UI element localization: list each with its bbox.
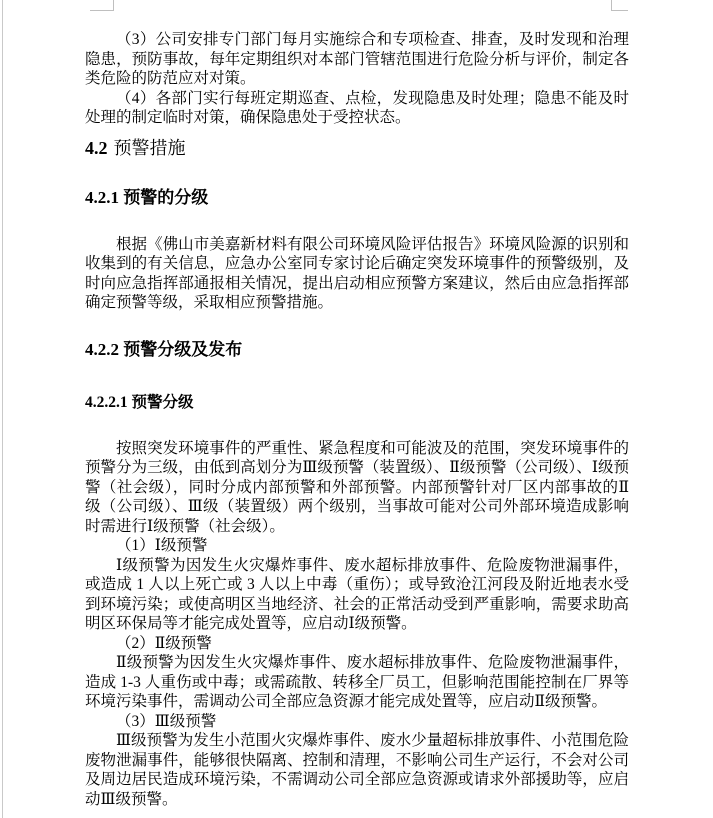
heading-4-2-number: 4.2 [85, 137, 108, 158]
page-edge-line [2, 0, 3, 818]
paragraph-inspection-item-3: （3）公司安排专门部门每月实施综合和专项检查、排查，及时发现和治理隐患，预防事故，每年定期组织对本部门管辖范围进行危险分析与评价，制定各类危险的防范应对对策。 [85, 31, 629, 87]
paragraph-level-1-warning-definition: Ⅰ级预警为因发生火灾爆炸事件、废水超标排放事件、危险废物泄漏事件，或造成 1 人以上死亡或 3 人以上中毒（重伤）；或导致沧江河段及附近地表水受到环境污染；或使高明区当地经济、社会的正常活动受到严重影响，需要求助高明区环保局等才能完成处置等，应启动Ⅰ级预警。 [85, 556, 629, 632]
paragraph-warning-level-determination: 根据《佛山市美嘉新材料有限公司环境风险评估报告》环境风险源的识别和收集到的有关信息，应急办公室同专家讨论后确定突发环境事件的预警级别，及时向应急指挥部通报相关情况，提出启动相应预警方案建议，然后由应急指挥部确定预警等级，采取相应预警措施。 [85, 235, 629, 311]
paragraph-level-2-warning-definition: Ⅱ级预警为因发生火灾爆炸事件、废水超标排放事件、危险废物泄漏事件，造成 1-3 人重伤或中毒；或需疏散、转移全厂员工，但影响范围能控制在厂界等环境污染事件，需调动公司全部应急资源才能完成处置等，应启动Ⅱ级预警。 [85, 654, 629, 710]
heading-4-2-2-1-warning-grading: 4.2.2.1 预警分级 [85, 393, 194, 411]
heading-4-2-1-warning-levels: 4.2.1 预警的分级 [85, 188, 209, 208]
item-label-level-2-warning: （2）Ⅱ级预警 [116, 634, 212, 652]
heading-4-2-warning-measures [85, 138, 629, 160]
item-label-level-1-warning: （1）Ⅰ级预警 [116, 537, 208, 554]
document-text-area [85, 0, 629, 809]
paragraph-three-level-grading: 按照突发环境事件的严重性、紧急程度和可能波及的范围，突发环境事件的预警分为三级，由低到高划分为Ⅲ级预警（装置级）、Ⅱ级预警（公司级）、Ⅰ级预警（社会级），同时分成内部预警和外部预警。内部预警针对厂区内部事故的Ⅱ级（公司级）、Ⅲ级（装置级）两个级别，当事故可能对公司外部环境造成影响时需进行Ⅰ级预警（社会级）。 [85, 439, 629, 535]
paragraph-inspection-item-4: （4）各部门实行每班定期巡查、点检，发现隐患及时处理；隐患不能及时处理的制定临时对策，确保隐患处于受控状态。 [85, 89, 629, 126]
heading-4-2-2-grading-and-release: 4.2.2 预警分级及发布 [85, 339, 243, 359]
item-label-level-3-warning: （3）Ⅲ级预警 [116, 712, 217, 730]
heading-4-2-title: 预警措施 [113, 137, 186, 158]
paragraph-level-3-warning-definition: Ⅲ级预警为发生小范围火灾爆炸事件、废水少量超标排放事件、小范围危险废物泄漏事件，能够很快隔离、控制和清理，不影响公司生产运行，不会对公司及周边居民造成环境污染，不需调动公司全部应急资源或请求外部援助等，应启动Ⅲ级预警。 [85, 732, 629, 808]
